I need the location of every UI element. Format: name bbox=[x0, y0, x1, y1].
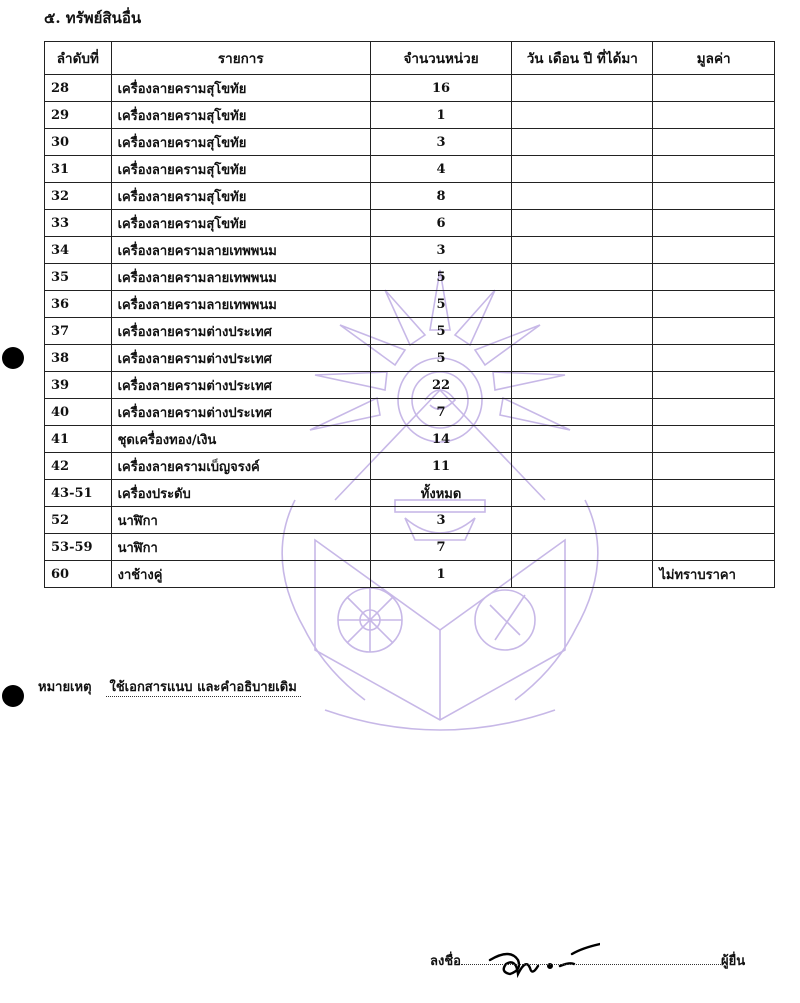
row-no: 32 bbox=[45, 183, 112, 210]
row-date-acquired bbox=[512, 561, 653, 588]
row-quantity: 6 bbox=[370, 210, 511, 237]
row-quantity: 3 bbox=[370, 237, 511, 264]
assets-table bbox=[44, 41, 775, 588]
row-item: เครื่องลายครามสุโขทัย bbox=[111, 129, 370, 156]
row-no: 42 bbox=[45, 453, 112, 480]
row-value bbox=[653, 372, 775, 399]
row-item: เครื่องประดับ bbox=[111, 480, 370, 507]
row-date-acquired bbox=[512, 102, 653, 129]
row-quantity: 1 bbox=[370, 102, 511, 129]
row-quantity: 16 bbox=[370, 75, 511, 102]
row-value bbox=[653, 399, 775, 426]
row-item: เครื่องลายครามสุโขทัย bbox=[111, 156, 370, 183]
row-quantity: 8 bbox=[370, 183, 511, 210]
row-quantity: 3 bbox=[370, 129, 511, 156]
row-value bbox=[653, 237, 775, 264]
row-no: 31 bbox=[45, 156, 112, 183]
row-value bbox=[653, 102, 775, 129]
row-quantity: 3 bbox=[370, 507, 511, 534]
table-row bbox=[45, 264, 775, 291]
row-no: 36 bbox=[45, 291, 112, 318]
signature-label: ลงชื่อ bbox=[430, 954, 461, 969]
row-item: นาฬิกา bbox=[111, 534, 370, 561]
row-value bbox=[653, 264, 775, 291]
table-row bbox=[45, 156, 775, 183]
row-quantity: 7 bbox=[370, 399, 511, 426]
row-quantity: 11 bbox=[370, 453, 511, 480]
row-quantity: 22 bbox=[370, 372, 511, 399]
table-row bbox=[45, 237, 775, 264]
row-value bbox=[653, 156, 775, 183]
signature-suffix: ผู้ยื่น bbox=[720, 954, 746, 969]
table-row bbox=[45, 75, 775, 102]
row-no: 60 bbox=[45, 561, 112, 588]
row-date-acquired bbox=[512, 183, 653, 210]
table-row bbox=[45, 102, 775, 129]
row-value bbox=[653, 75, 775, 102]
row-value bbox=[653, 453, 775, 480]
row-item: เครื่องลายครามสุโขทัย bbox=[111, 102, 370, 129]
column-header-item: รายการ bbox=[111, 42, 370, 75]
row-item: เครื่องลายครามต่างประเทศ bbox=[111, 345, 370, 372]
row-no: 41 bbox=[45, 426, 112, 453]
table-row bbox=[45, 291, 775, 318]
row-quantity: 5 bbox=[370, 264, 511, 291]
row-date-acquired bbox=[512, 318, 653, 345]
table-row bbox=[45, 507, 775, 534]
table-row bbox=[45, 318, 775, 345]
table-row bbox=[45, 129, 775, 156]
table-header-row bbox=[45, 42, 775, 75]
row-date-acquired bbox=[512, 453, 653, 480]
table-row bbox=[45, 426, 775, 453]
table-row bbox=[45, 183, 775, 210]
remark bbox=[38, 676, 301, 697]
row-date-acquired bbox=[512, 264, 653, 291]
table-row bbox=[45, 399, 775, 426]
row-item: นาฬิกา bbox=[111, 507, 370, 534]
row-date-acquired bbox=[512, 372, 653, 399]
column-header-date-acquired: วัน เดือน ปี ที่ได้มา bbox=[512, 42, 653, 75]
row-no: 30 bbox=[45, 129, 112, 156]
row-no: 52 bbox=[45, 507, 112, 534]
row-item: เครื่องลายครามเบ็ญจรงค์ bbox=[111, 453, 370, 480]
row-no: 34 bbox=[45, 237, 112, 264]
row-value bbox=[653, 345, 775, 372]
row-item: เครื่องลายครามลายเทพพนม bbox=[111, 291, 370, 318]
table-row bbox=[45, 534, 775, 561]
row-date-acquired bbox=[512, 507, 653, 534]
row-date-acquired bbox=[512, 210, 653, 237]
row-item: เครื่องลายครามต่างประเทศ bbox=[111, 372, 370, 399]
row-item: เครื่องลายครามสุโขทัย bbox=[111, 183, 370, 210]
row-date-acquired bbox=[512, 75, 653, 102]
table-row bbox=[45, 453, 775, 480]
punch-hole-mark bbox=[2, 685, 24, 707]
row-value bbox=[653, 183, 775, 210]
row-item: เครื่องลายครามต่างประเทศ bbox=[111, 318, 370, 345]
row-quantity: 14 bbox=[370, 426, 511, 453]
remark-value: ใช้เอกสารแนบ และคำอธิบายเดิม bbox=[106, 680, 301, 697]
row-no: 33 bbox=[45, 210, 112, 237]
table-row bbox=[45, 210, 775, 237]
row-no: 37 bbox=[45, 318, 112, 345]
row-item: ชุดเครื่องทอง/เงิน bbox=[111, 426, 370, 453]
row-no: 39 bbox=[45, 372, 112, 399]
row-value bbox=[653, 210, 775, 237]
row-no: 28 bbox=[45, 75, 112, 102]
column-header-no: ลำดับที่ bbox=[45, 42, 112, 75]
row-value bbox=[653, 129, 775, 156]
column-header-quantity: จำนวนหน่วย bbox=[370, 42, 511, 75]
row-date-acquired bbox=[512, 156, 653, 183]
row-date-acquired bbox=[512, 426, 653, 453]
row-quantity: 1 bbox=[370, 561, 511, 588]
row-item: งาช้างคู่ bbox=[111, 561, 370, 588]
row-value bbox=[653, 507, 775, 534]
row-no: 29 bbox=[45, 102, 112, 129]
row-no: 53-59 bbox=[45, 534, 112, 561]
row-value bbox=[653, 291, 775, 318]
punch-hole-mark bbox=[2, 347, 24, 369]
row-value bbox=[653, 318, 775, 345]
row-value: ไม่ทราบราคา bbox=[653, 561, 775, 588]
row-value bbox=[653, 426, 775, 453]
row-date-acquired bbox=[512, 534, 653, 561]
row-item: เครื่องลายครามสุโขทัย bbox=[111, 75, 370, 102]
table-row bbox=[45, 345, 775, 372]
table-row bbox=[45, 372, 775, 399]
row-no: 40 bbox=[45, 399, 112, 426]
row-value bbox=[653, 534, 775, 561]
row-date-acquired bbox=[512, 345, 653, 372]
table-row bbox=[45, 561, 775, 588]
row-quantity: 5 bbox=[370, 345, 511, 372]
row-item: เครื่องลายครามต่างประเทศ bbox=[111, 399, 370, 426]
row-item: เครื่องลายครามลายเทพพนม bbox=[111, 264, 370, 291]
section-title: ๕. ทรัพย์สินอื่น bbox=[44, 9, 142, 27]
signature-line bbox=[430, 950, 770, 971]
row-date-acquired bbox=[512, 129, 653, 156]
row-quantity: 5 bbox=[370, 318, 511, 345]
table-row bbox=[45, 480, 775, 507]
row-quantity: 4 bbox=[370, 156, 511, 183]
row-date-acquired bbox=[512, 237, 653, 264]
row-quantity: 5 bbox=[370, 291, 511, 318]
column-header-value: มูลค่า bbox=[653, 42, 775, 75]
row-quantity: 7 bbox=[370, 534, 511, 561]
row-date-acquired bbox=[512, 399, 653, 426]
row-quantity: ทั้งหมด bbox=[370, 480, 511, 507]
row-no: 38 bbox=[45, 345, 112, 372]
remark-label: หมายเหตุ bbox=[38, 680, 92, 695]
row-item: เครื่องลายครามลายเทพพนม bbox=[111, 237, 370, 264]
row-date-acquired bbox=[512, 480, 653, 507]
row-item: เครื่องลายครามสุโขทัย bbox=[111, 210, 370, 237]
row-date-acquired bbox=[512, 291, 653, 318]
row-no: 43-51 bbox=[45, 480, 112, 507]
row-value bbox=[653, 480, 775, 507]
signature-field bbox=[461, 952, 721, 965]
row-no: 35 bbox=[45, 264, 112, 291]
